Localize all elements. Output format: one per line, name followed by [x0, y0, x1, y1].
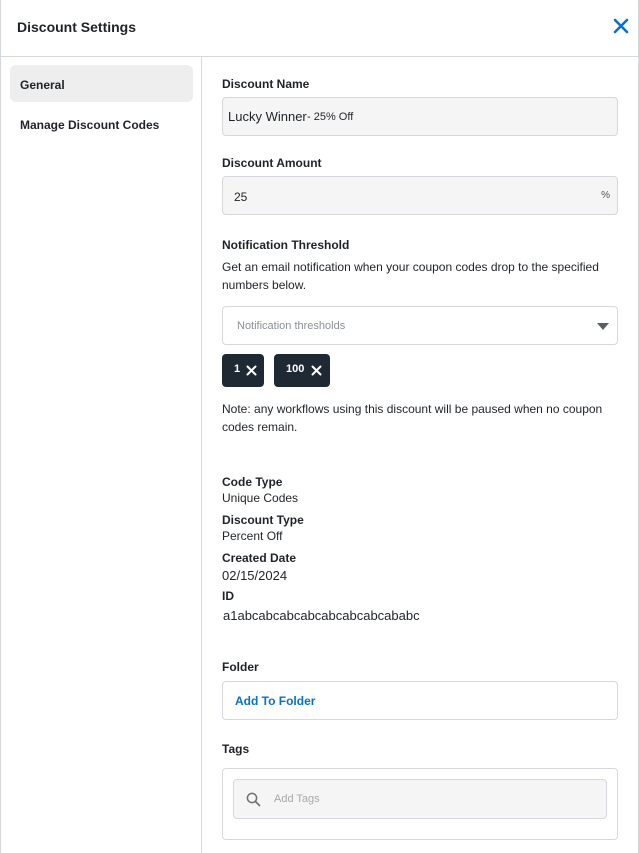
settings-sidebar [1, 57, 202, 853]
code-type-label: Code Type [222, 475, 283, 489]
add-to-folder-button[interactable]: Add To Folder [235, 694, 316, 708]
remove-chip-icon[interactable] [311, 365, 322, 376]
created-date-label: Created Date [222, 551, 297, 565]
created-date-value: 02/15/2024 [222, 568, 288, 583]
search-icon [246, 792, 261, 807]
close-icon[interactable] [612, 17, 630, 35]
threshold-chip-value: 1 [234, 363, 241, 375]
sidebar-item-label: Manage Discount Codes [20, 118, 160, 132]
remove-chip-icon[interactable] [246, 365, 257, 376]
discount-name-value: Lucky Winner [228, 109, 307, 124]
code-type-value: Unique Codes [222, 491, 299, 505]
dialog-title: Discount Settings [17, 19, 137, 35]
dialog-header [1, 0, 638, 57]
notification-threshold-label: Notification Threshold [222, 238, 350, 252]
discount-name-field[interactable] [222, 97, 618, 136]
notification-thresholds-placeholder: Notification thresholds [237, 320, 346, 332]
discount-type-value: Percent Off [222, 529, 283, 543]
folder-label: Folder [222, 660, 259, 674]
tags-label: Tags [222, 742, 250, 756]
paused-workflows-note: Note: any workflows using this discount will be paused when no coupon codes remain. [222, 402, 603, 434]
sidebar-item-general[interactable] [10, 65, 193, 102]
discount-name-label: Discount Name [222, 77, 310, 91]
threshold-chip-100[interactable] [274, 354, 330, 387]
id-value: a1abcabcabcabcabcabcabcababc [223, 608, 420, 623]
sidebar-item-manage-discount-codes[interactable] [10, 105, 193, 142]
sidebar-item-label: General [20, 78, 65, 92]
discount-amount-value: 25 [234, 190, 248, 204]
discount-amount-label: Discount Amount [222, 156, 322, 170]
add-tags-input[interactable] [233, 779, 607, 819]
id-label: ID [222, 589, 234, 603]
discount-amount-field[interactable] [222, 176, 618, 215]
percent-unit: % [601, 190, 610, 201]
notification-threshold-description: Get an email notification when your coupon codes drop to the specified numbers below. [222, 260, 599, 292]
chevron-down-icon [597, 323, 609, 331]
discount-type-label: Discount Type [222, 513, 304, 527]
discount-name-suffix: - 25% Off [307, 111, 354, 123]
tags-container [222, 768, 618, 840]
threshold-chip-1[interactable] [222, 354, 264, 387]
folder-field [222, 681, 618, 720]
add-tags-placeholder: Add Tags [274, 793, 320, 805]
threshold-chip-value: 100 [286, 363, 305, 375]
notification-thresholds-select[interactable] [222, 306, 618, 345]
